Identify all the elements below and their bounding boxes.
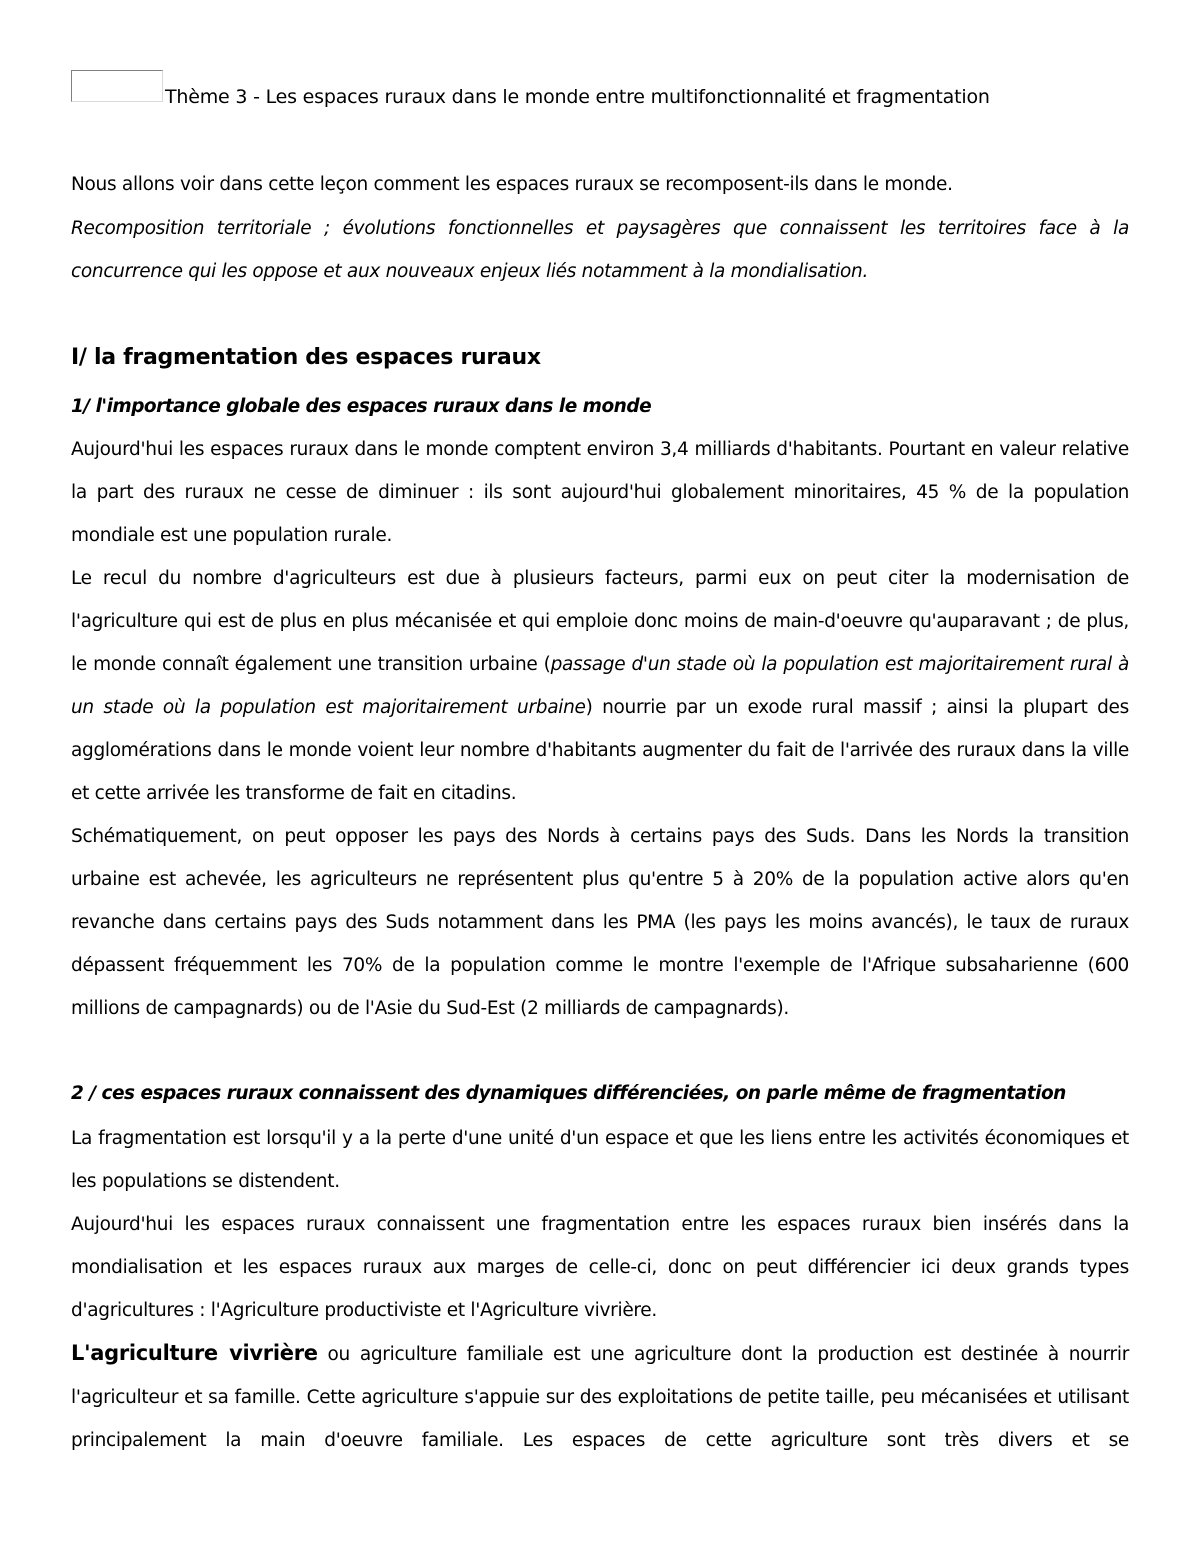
- definition-italic: passage d'un stade où la population est majoritairement rural à un stade où la population est majoritairement urbaine: [71, 654, 1129, 718]
- document-title: Thème 3 - Les espaces ruraux dans le monde entre multifonctionnalité et fragmentation: [165, 86, 990, 108]
- subsection-1-body: [71, 428, 1129, 1030]
- section-1-heading: I/ la fragmentation des espaces ruraux: [71, 345, 541, 370]
- paragraph: La fragmentation est lorsqu'il y a la perte d'une unité d'un espace et que les liens entre les activités économiques et les populations se distendent.: [71, 1128, 1129, 1192]
- text-span: Le recul du nombre d'agriculteurs est due à plusieurs facteurs, parmi eux on peut citer la modernisation de l'agriculture qui est de plus en plus mécanisée et qui emploie donc moins de main-d'oeuvre qu'auparavant ; de plus, le monde connaît également une transition urbaine (: [71, 568, 1129, 675]
- text-span: ) nourrie par un exode rural massif ; ainsi la plupart des agglomérations dans le monde voient leur nombre d'habitants augmenter du fait de l'arrivée des ruraux dans la ville et cette arrivée les transforme de fait en citadins.: [71, 697, 1129, 804]
- definition-text: Recomposition territoriale ; évolutions fonctionnelles et paysagères que connaissent les territoires face à la concurrence qui les oppose et aux nouveaux enjeux liés notamment à la mondialisation.: [71, 218, 1129, 282]
- paragraph: Aujourd'hui les espaces ruraux connaissent une fragmentation entre les espaces ruraux bien insérés dans la mondialisation et les espaces ruraux aux marges de celle-ci, donc on peut différencier ici deux grands types d'agricultures : l'Agriculture productiviste et l'Agriculture vivrière.: [71, 1214, 1129, 1321]
- intro-definition: [71, 207, 1129, 293]
- subsection-2-heading: 2 / ces espaces ruraux connaissent des dynamiques différenciées, on parle même de fragmentation: [71, 1083, 1066, 1104]
- text-span: ou agriculture familiale est une agriculture dont la production est destinée à nourrir l'agriculteur et sa famille. Cette agriculture s'appuie sur des exploitations de petite taille, peu mécanisées et utilisant principalement la main d'oeuvre familiale. Les espaces de cette agriculture sont très divers et se: [71, 1344, 1130, 1451]
- subsection-2-body: [71, 1117, 1129, 1462]
- intro-line: Nous allons voir dans cette leçon comment les espaces ruraux se recomposent-ils dans le monde.: [71, 174, 953, 195]
- paragraph: Aujourd'hui les espaces ruraux dans le monde comptent environ 3,4 milliards d'habitants. Pourtant en valeur relative la part des ruraux ne cesse de diminuer : ils sont aujourd'hui globalement minoritaires, 45 % de la population mondiale est une population rurale.: [71, 439, 1129, 546]
- header-box: [71, 70, 163, 102]
- paragraph: Schématiquement, on peut opposer les pays des Nords à certains pays des Suds. Dans les Nords la transition urbaine est achevée, les agriculteurs ne représentent plus qu'entre 5 à 20% de la population active alors qu'en revanche dans certains pays des Suds notamment dans les PMA (les pays les moins avancés), le taux de ruraux dépassent fréquemment les 70% de la population comme le montre l'exemple de l'Afrique subsaharienne (600 millions de campagnards) ou de l'Asie du Sud-Est (2 milliards de campagnards).: [71, 826, 1129, 1019]
- paragraph: [71, 1332, 1129, 1462]
- subsection-1-heading: 1/ l'importance globale des espaces ruraux dans le monde: [71, 396, 652, 417]
- paragraph: [71, 557, 1129, 815]
- bold-term: L'agriculture vivrière: [71, 1341, 318, 1365]
